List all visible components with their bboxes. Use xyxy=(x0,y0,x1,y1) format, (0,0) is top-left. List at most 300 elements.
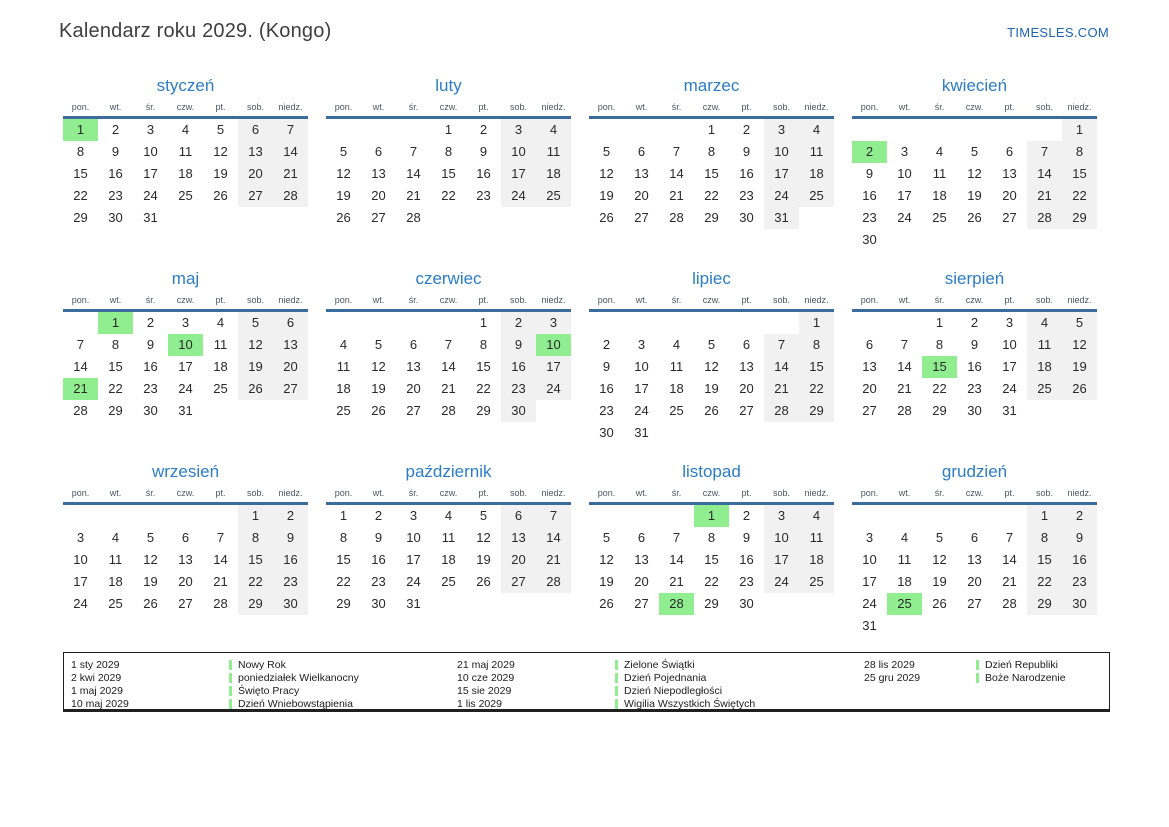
day-cell: 7 xyxy=(1027,141,1062,163)
month-title: wrzesień xyxy=(151,462,220,481)
day-cell: 1 xyxy=(707,122,716,137)
day-cell: 5 xyxy=(1062,312,1097,334)
legend-holiday-name: Zielone Świątki xyxy=(624,659,695,671)
day-cell: 27 xyxy=(634,210,649,225)
weekday-header: czw. xyxy=(965,102,984,112)
day-cell: 12 xyxy=(476,530,491,545)
empty-cell xyxy=(1062,615,1097,637)
legend-holiday-name: Dzień Pojednania xyxy=(624,672,707,684)
week-row xyxy=(63,119,308,141)
weekday-header: niedz. xyxy=(804,295,829,305)
day-cell: 28 xyxy=(536,571,571,593)
day-cell: 5 xyxy=(374,337,383,352)
day-cell: 8 xyxy=(76,144,85,159)
empty-cell xyxy=(852,312,887,334)
week-row xyxy=(589,593,834,615)
day-cell: 4 xyxy=(935,144,944,159)
legend-group xyxy=(457,659,864,709)
empty-cell xyxy=(957,119,992,141)
day-cell: 11 xyxy=(441,530,456,545)
day-cell: 1 xyxy=(935,315,944,330)
day-cell: 19 xyxy=(476,552,491,567)
month-title: sierpień xyxy=(944,269,1005,288)
day-cell: 22 xyxy=(932,381,947,396)
weekday-header-row xyxy=(63,101,308,119)
week-row xyxy=(326,185,571,207)
week-row xyxy=(852,312,1097,334)
day-cell: 27 xyxy=(238,185,273,207)
day-cell: 9 xyxy=(501,334,536,356)
day-cell: 13 xyxy=(634,166,649,181)
weekday-header: wt. xyxy=(635,488,648,498)
weekday-header-row xyxy=(852,101,1097,119)
day-cell: 17 xyxy=(501,163,536,185)
day-cell: 29 xyxy=(108,403,123,418)
empty-cell xyxy=(957,615,992,637)
empty-cell xyxy=(326,312,361,334)
empty-cell xyxy=(168,505,203,527)
empty-cell xyxy=(238,207,273,229)
weekday-header-row xyxy=(589,101,834,119)
day-cell: 13 xyxy=(1002,166,1017,181)
day-cell: 29 xyxy=(1027,593,1062,615)
weekday-header: czw. xyxy=(176,295,195,305)
week-row xyxy=(852,527,1097,549)
empty-cell xyxy=(589,312,624,334)
day-cell: 31 xyxy=(178,403,193,418)
weekday-header: niedz. xyxy=(1067,488,1092,498)
day-cell: 10 xyxy=(764,527,799,549)
day-cell: 29 xyxy=(238,593,273,615)
empty-cell xyxy=(238,400,273,422)
empty-cell xyxy=(799,593,834,615)
weekday-header: wt. xyxy=(372,102,385,112)
legend-date: 15 sie 2029 xyxy=(457,685,512,697)
day-cell: 14 xyxy=(764,356,799,378)
day-cell: 5 xyxy=(238,312,273,334)
day-cell: 15 xyxy=(799,356,834,378)
day-cell: 26 xyxy=(967,210,982,225)
weekday-header: czw. xyxy=(439,488,458,498)
day-cell: 4 xyxy=(900,530,909,545)
day-cell: 24 xyxy=(406,574,421,589)
legend-entry xyxy=(457,685,864,698)
day-cell: 16 xyxy=(501,356,536,378)
day-cell: 30 xyxy=(967,403,982,418)
day-cell: 11 xyxy=(799,527,834,549)
weekday-header: wt. xyxy=(109,295,122,305)
day-cell: 6 xyxy=(637,530,646,545)
day-cell: 23 xyxy=(967,381,982,396)
month-calendar xyxy=(852,75,1097,251)
weekday-header: pon. xyxy=(597,295,616,305)
day-cell: 1 xyxy=(799,312,834,334)
day-cell: 5 xyxy=(146,530,155,545)
day-cell: 23 xyxy=(739,574,754,589)
day-cell: 10 xyxy=(862,552,877,567)
month-calendar xyxy=(852,268,1097,444)
day-cell: 16 xyxy=(967,359,982,374)
weekday-header: śr. xyxy=(671,102,682,112)
weekday-header: wt. xyxy=(372,295,385,305)
holiday-cell: 15 xyxy=(922,356,957,378)
week-row xyxy=(63,185,308,207)
day-cell: 13 xyxy=(862,359,877,374)
empty-cell xyxy=(992,615,1027,637)
day-cell: 3 xyxy=(409,508,418,523)
empty-cell xyxy=(1027,229,1062,251)
day-cell: 1 xyxy=(479,315,488,330)
month-title: listopad xyxy=(682,462,741,481)
empty-cell xyxy=(887,119,922,141)
day-cell: 7 xyxy=(536,505,571,527)
weekday-header: sob. xyxy=(772,488,790,498)
empty-cell xyxy=(203,505,238,527)
empty-cell xyxy=(887,312,922,334)
day-cell: 3 xyxy=(501,119,536,141)
weekday-header: śr. xyxy=(408,102,419,112)
weekday-header: sob. xyxy=(772,295,790,305)
empty-cell xyxy=(922,505,957,527)
day-cell: 4 xyxy=(181,122,190,137)
week-row xyxy=(852,334,1097,356)
day-cell: 5 xyxy=(602,144,611,159)
week-row xyxy=(326,312,571,334)
day-cell: 17 xyxy=(178,359,193,374)
empty-cell xyxy=(887,615,922,637)
day-cell: 24 xyxy=(143,188,158,203)
legend-entry xyxy=(71,698,457,711)
empty-cell xyxy=(431,312,466,334)
site-link[interactable]: TIMESLES.COM xyxy=(1007,25,1109,40)
empty-cell xyxy=(957,505,992,527)
day-cell: 28 xyxy=(897,403,912,418)
day-cell: 21 xyxy=(764,378,799,400)
day-cell: 15 xyxy=(441,166,456,181)
weekday-header: wt. xyxy=(372,488,385,498)
empty-cell xyxy=(764,422,799,444)
weekday-header: śr. xyxy=(408,488,419,498)
weekday-header: wt. xyxy=(898,102,911,112)
holiday-marker xyxy=(229,699,232,709)
day-cell: 16 xyxy=(862,188,877,203)
weekday-header: czw. xyxy=(702,488,721,498)
weekday-header: czw. xyxy=(439,295,458,305)
day-cell: 17 xyxy=(634,381,649,396)
weekday-header: czw. xyxy=(176,488,195,498)
weekday-header: pon. xyxy=(334,102,353,112)
empty-cell xyxy=(729,422,764,444)
day-cell: 29 xyxy=(1062,207,1097,229)
weekday-header: wt. xyxy=(109,102,122,112)
week-row xyxy=(63,549,308,571)
day-cell: 6 xyxy=(501,505,536,527)
month-title: lipiec xyxy=(692,269,731,288)
day-cell: 9 xyxy=(865,166,874,181)
day-cell: 19 xyxy=(336,188,351,203)
day-cell: 3 xyxy=(536,312,571,334)
empty-cell xyxy=(1062,400,1097,422)
weekday-header: sob. xyxy=(246,488,264,498)
legend-holiday-name: Wigilia Wszystkich Świętych xyxy=(624,698,756,710)
holiday-cell: 10 xyxy=(536,334,571,356)
empty-cell xyxy=(396,312,431,334)
day-cell: 13 xyxy=(238,141,273,163)
weekday-header: pon. xyxy=(71,488,90,498)
day-cell: 10 xyxy=(1002,337,1017,352)
weekday-header: śr. xyxy=(145,295,156,305)
weekday-header: pt. xyxy=(215,488,226,498)
day-cell: 20 xyxy=(406,381,421,396)
day-cell: 17 xyxy=(764,163,799,185)
legend-entry xyxy=(457,672,864,685)
day-cell: 5 xyxy=(602,530,611,545)
day-cell: 10 xyxy=(73,552,88,567)
empty-cell xyxy=(466,593,501,615)
empty-cell xyxy=(624,505,659,527)
day-cell: 24 xyxy=(536,378,571,400)
day-cell: 9 xyxy=(742,144,751,159)
empty-cell xyxy=(659,505,694,527)
day-cell: 14 xyxy=(441,359,456,374)
week-row xyxy=(326,163,571,185)
day-cell: 19 xyxy=(704,381,719,396)
day-cell: 25 xyxy=(336,403,351,418)
day-cell: 16 xyxy=(599,381,614,396)
holiday-marker xyxy=(229,660,232,670)
day-cell: 23 xyxy=(371,574,386,589)
month-calendar xyxy=(589,75,834,251)
day-cell: 29 xyxy=(704,596,719,611)
day-cell: 8 xyxy=(707,530,716,545)
legend-holiday-name: Święto Pracy xyxy=(238,685,300,697)
week-row xyxy=(326,527,571,549)
day-cell: 30 xyxy=(273,593,308,615)
day-cell: 16 xyxy=(739,166,754,181)
day-cell: 28 xyxy=(406,210,421,225)
day-cell: 15 xyxy=(336,552,351,567)
empty-cell xyxy=(1027,615,1062,637)
weekday-header: czw. xyxy=(965,295,984,305)
day-cell: 27 xyxy=(406,403,421,418)
weekday-header: śr. xyxy=(934,295,945,305)
day-cell: 9 xyxy=(374,530,383,545)
empty-cell xyxy=(98,505,133,527)
day-cell: 26 xyxy=(143,596,158,611)
day-cell: 3 xyxy=(146,122,155,137)
empty-cell xyxy=(659,312,694,334)
day-cell: 30 xyxy=(599,425,614,440)
day-cell: 12 xyxy=(599,166,614,181)
weekday-header: śr. xyxy=(934,488,945,498)
day-cell: 2 xyxy=(479,122,488,137)
empty-cell xyxy=(536,593,571,615)
weekday-header: niedz. xyxy=(804,102,829,112)
day-cell: 29 xyxy=(336,596,351,611)
weekday-header: pt. xyxy=(741,488,752,498)
day-cell: 18 xyxy=(669,381,684,396)
day-cell: 6 xyxy=(238,119,273,141)
day-cell: 23 xyxy=(739,188,754,203)
weekday-header: pt. xyxy=(741,102,752,112)
day-cell: 14 xyxy=(669,552,684,567)
weekday-header: pon. xyxy=(597,488,616,498)
weekday-header: wt. xyxy=(898,488,911,498)
day-cell: 26 xyxy=(1062,378,1097,400)
day-cell: 14 xyxy=(536,527,571,549)
day-cell: 31 xyxy=(1002,403,1017,418)
empty-cell xyxy=(203,207,238,229)
weekday-header: pt. xyxy=(1004,488,1015,498)
legend-date: 21 maj 2029 xyxy=(457,659,515,671)
weekday-header: niedz. xyxy=(1067,102,1092,112)
weekday-header: wt. xyxy=(109,488,122,498)
day-cell: 25 xyxy=(441,574,456,589)
holiday-cell: 21 xyxy=(63,378,98,400)
day-cell: 23 xyxy=(108,188,123,203)
day-cell: 3 xyxy=(900,144,909,159)
holiday-cell: 1 xyxy=(694,505,729,527)
legend-date: 2 kwi 2029 xyxy=(71,672,122,684)
weekday-header: pt. xyxy=(215,102,226,112)
week-row xyxy=(852,119,1097,141)
month-calendar xyxy=(63,75,308,251)
weekday-header: pt. xyxy=(478,102,489,112)
day-cell: 20 xyxy=(273,356,308,378)
empty-cell xyxy=(764,593,799,615)
day-cell: 18 xyxy=(336,381,351,396)
empty-cell xyxy=(852,505,887,527)
empty-cell xyxy=(992,505,1027,527)
day-cell: 7 xyxy=(273,119,308,141)
weekday-header-row xyxy=(326,294,571,312)
weekday-header: czw. xyxy=(176,102,195,112)
day-cell: 30 xyxy=(862,232,877,247)
holiday-cell: 1 xyxy=(98,312,133,334)
month-calendar xyxy=(589,461,834,637)
day-cell: 13 xyxy=(273,334,308,356)
day-cell: 2 xyxy=(970,315,979,330)
day-cell: 29 xyxy=(476,403,491,418)
day-cell: 20 xyxy=(371,188,386,203)
day-cell: 29 xyxy=(932,403,947,418)
day-cell: 16 xyxy=(108,166,123,181)
week-row xyxy=(326,593,571,615)
weekday-header-row xyxy=(852,487,1097,505)
empty-cell xyxy=(536,400,571,422)
day-cell: 9 xyxy=(742,530,751,545)
holiday-cell: 10 xyxy=(168,334,203,356)
day-cell: 7 xyxy=(76,337,85,352)
day-cell: 7 xyxy=(900,337,909,352)
empty-cell xyxy=(992,229,1027,251)
holiday-cell: 2 xyxy=(852,141,887,163)
day-cell: 20 xyxy=(1002,188,1017,203)
week-row xyxy=(852,163,1097,185)
weekday-header: pon. xyxy=(71,102,90,112)
day-cell: 11 xyxy=(178,144,193,159)
day-cell: 15 xyxy=(1062,163,1097,185)
weekday-header: pt. xyxy=(1004,102,1015,112)
day-cell: 3 xyxy=(76,530,85,545)
day-cell: 27 xyxy=(739,403,754,418)
day-cell: 16 xyxy=(739,552,754,567)
week-row xyxy=(63,207,308,229)
weekday-header: sob. xyxy=(246,102,264,112)
weekday-header: niedz. xyxy=(278,295,303,305)
weekday-header: śr. xyxy=(145,102,156,112)
month-calendar xyxy=(63,461,308,637)
weekday-header-row xyxy=(63,487,308,505)
day-cell: 28 xyxy=(669,210,684,225)
day-cell: 30 xyxy=(108,210,123,225)
day-cell: 22 xyxy=(1062,185,1097,207)
day-cell: 24 xyxy=(634,403,649,418)
month-calendar xyxy=(852,461,1097,637)
weekday-header-row xyxy=(326,101,571,119)
empty-cell xyxy=(729,312,764,334)
day-cell: 31 xyxy=(143,210,158,225)
legend-date: 1 lis 2029 xyxy=(457,698,502,710)
day-cell: 8 xyxy=(111,337,120,352)
day-cell: 30 xyxy=(501,400,536,422)
day-cell: 8 xyxy=(339,530,348,545)
weekday-header: sob. xyxy=(246,295,264,305)
weekday-header: śr. xyxy=(408,295,419,305)
day-cell: 14 xyxy=(213,552,228,567)
day-cell: 28 xyxy=(73,403,88,418)
empty-cell xyxy=(501,207,536,229)
day-cell: 2 xyxy=(273,505,308,527)
day-cell: 14 xyxy=(1002,552,1017,567)
day-cell: 22 xyxy=(441,188,456,203)
day-cell: 30 xyxy=(739,596,754,611)
weekday-header: czw. xyxy=(702,102,721,112)
legend-date: 10 cze 2029 xyxy=(457,672,515,684)
weekday-header: śr. xyxy=(145,488,156,498)
day-cell: 17 xyxy=(73,574,88,589)
week-row xyxy=(326,505,571,527)
empty-cell xyxy=(659,119,694,141)
day-cell: 16 xyxy=(273,549,308,571)
weekday-header: sob. xyxy=(509,295,527,305)
day-cell: 17 xyxy=(143,166,158,181)
empty-cell xyxy=(361,312,396,334)
day-cell: 17 xyxy=(764,549,799,571)
day-cell: 3 xyxy=(865,530,874,545)
month-calendar xyxy=(326,461,571,637)
day-cell: 11 xyxy=(1027,334,1062,356)
legend-holiday-name: Dzień Republiki xyxy=(985,659,1058,671)
holiday-marker xyxy=(229,673,232,683)
holiday-marker xyxy=(615,686,618,696)
day-cell: 4 xyxy=(111,530,120,545)
week-row xyxy=(63,527,308,549)
months-grid xyxy=(63,75,1099,637)
holiday-cell: 25 xyxy=(887,593,922,615)
day-cell: 8 xyxy=(1062,141,1097,163)
weekday-header: pt. xyxy=(741,295,752,305)
day-cell: 19 xyxy=(213,166,228,181)
day-cell: 10 xyxy=(897,166,912,181)
empty-cell xyxy=(922,615,957,637)
day-cell: 4 xyxy=(339,337,348,352)
holiday-marker xyxy=(229,686,232,696)
weekday-header: śr. xyxy=(671,295,682,305)
day-cell: 2 xyxy=(374,508,383,523)
day-cell: 20 xyxy=(634,188,649,203)
week-row xyxy=(852,505,1097,527)
